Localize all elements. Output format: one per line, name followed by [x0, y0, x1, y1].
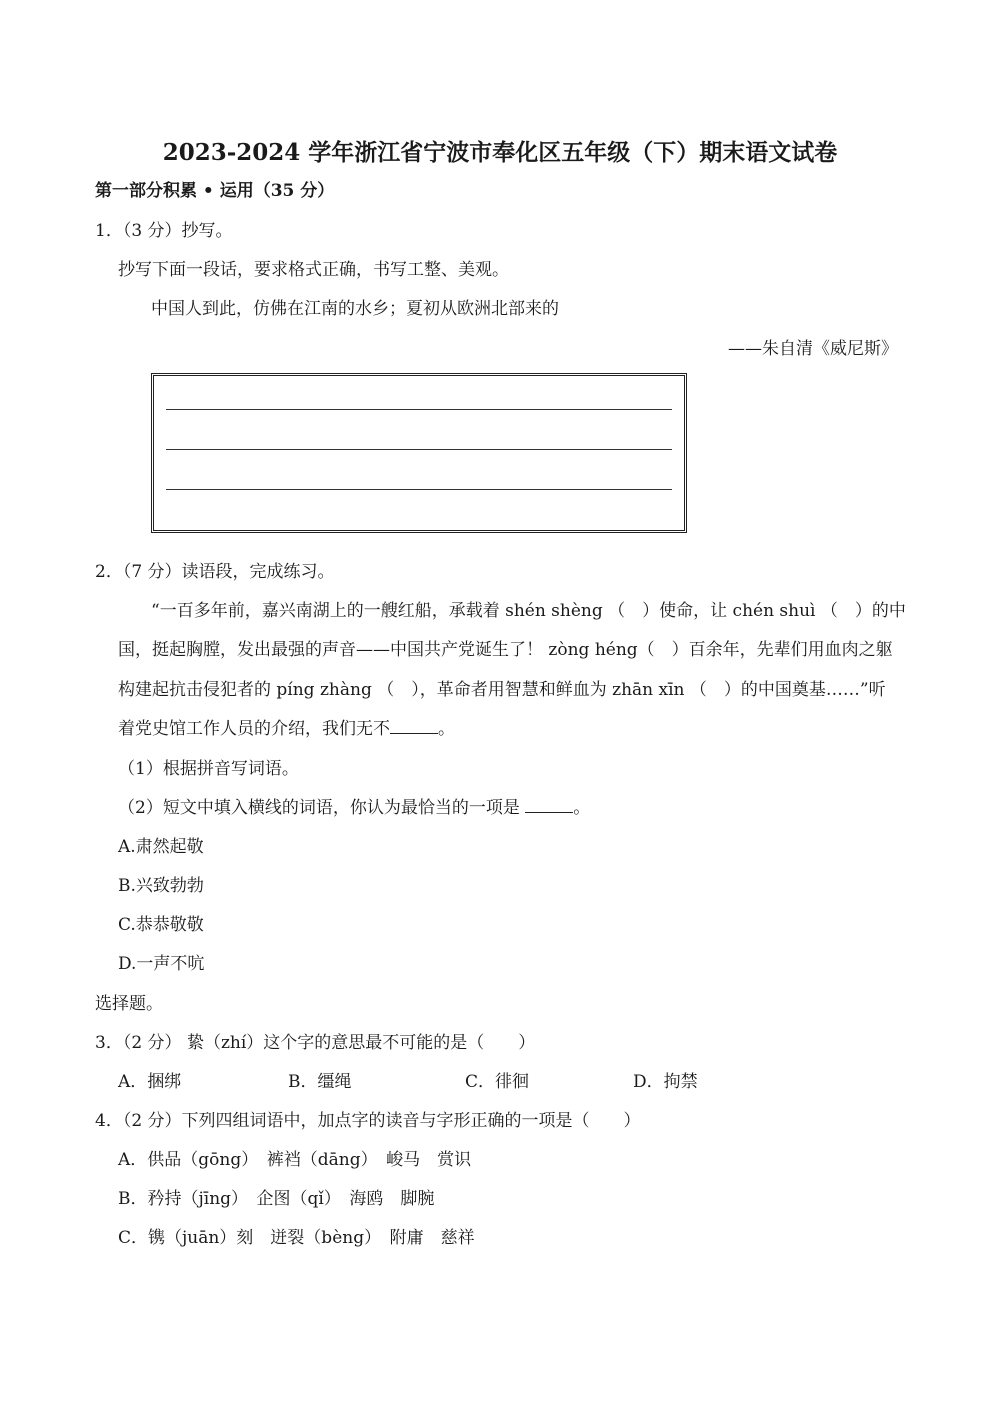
question-3-header: 3．（2 分） 絷（zhí）这个字的意思最不可能的是（ ）: [95, 1033, 536, 1053]
option-a[interactable]: A．供品（gōng） 裤裆（dāng） 峻马 赏识: [118, 1150, 472, 1170]
option-b[interactable]: B.兴致勃勃: [118, 876, 204, 896]
question-1-passage: 中国人到此，仿佛在江南的水乡；夏初从欧洲北部来的: [151, 299, 559, 319]
option-c[interactable]: C．徘徊: [465, 1072, 530, 1092]
question-1-instruction: 抄写下面一段话，要求格式正确，书写工整、美观。: [118, 260, 509, 280]
question-2-passage-line-2: 国，挺起胸膛，发出最强的声音——中国共产党诞生了！ zòng héng（ ）百余年，先辈们用血肉之躯: [118, 640, 893, 660]
question-1-header: 1．（3 分）抄写。: [95, 221, 233, 241]
question-2-passage-line-1: “一百多年前，嘉兴南湖上的一艘红船，承载着 shén shèng （ ）使命，让 chén shuì （ ）的中: [151, 601, 906, 621]
option-d[interactable]: D．拘禁: [633, 1072, 698, 1092]
option-b[interactable]: B．矜持（jīng） 企图（qǐ） 海鸥 脚腕: [118, 1189, 435, 1209]
exam-title: 2023-2024 学年浙江省宁波市奉化区五年级（下）期末语文试卷: [162, 139, 838, 166]
copy-answer-box[interactable]: [151, 373, 687, 533]
option-c[interactable]: C．镌（juān）刻 迸裂（bèng） 附庸 慈祥: [118, 1228, 475, 1248]
question-1-attribution: ——朱自清《威尼斯》: [728, 339, 898, 359]
choice-section-label: 选择题。: [95, 994, 163, 1014]
question-2-sub-2: （2）短文中填入横线的词语，你认为最恰当的一项是 。: [118, 798, 591, 818]
option-a[interactable]: A．捆绑: [118, 1072, 182, 1092]
question-2-header: 2．（7 分）读语段，完成练习。: [95, 562, 335, 582]
fill-blank[interactable]: [525, 796, 573, 813]
section-heading: 第一部分积累 • 运用（35 分）: [95, 181, 335, 201]
question-2-passage-line-4: 着党史馆工作人员的介绍，我们无不 。: [118, 719, 455, 739]
fill-blank[interactable]: [390, 717, 438, 734]
question-2-sub-1: （1）根据拼音写词语。: [118, 759, 299, 779]
answer-line: [166, 449, 672, 450]
option-c[interactable]: C.恭恭敬敬: [118, 915, 204, 935]
question-4-header: 4．（2 分）下列四组词语中，加点字的读音与字形正确的一项是（ ）: [95, 1111, 641, 1131]
option-b[interactable]: B．缰绳: [288, 1072, 352, 1092]
question-2-passage-line-3: 构建起抗击侵犯者的 píng zhàng （ ），革命者用智慧和鲜血为 zhān xīn （ ）的中国奠基……”听: [118, 680, 886, 700]
answer-line: [166, 489, 672, 490]
option-d[interactable]: D.一声不吭: [118, 954, 205, 974]
answer-line: [166, 409, 672, 410]
option-a[interactable]: A.肃然起敬: [118, 837, 204, 857]
